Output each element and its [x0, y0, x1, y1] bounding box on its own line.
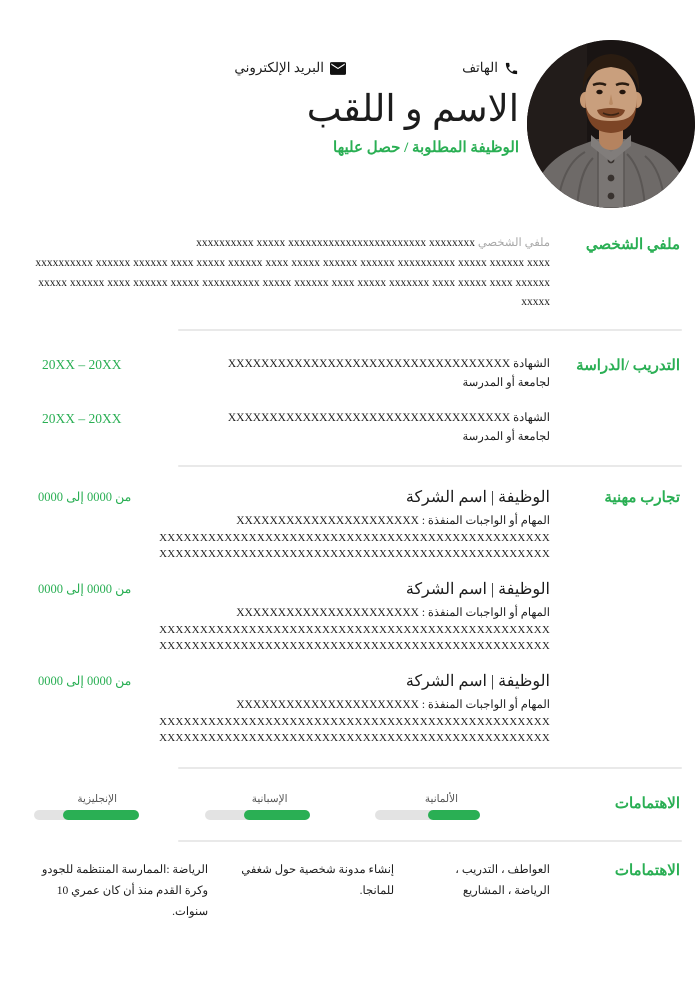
experience-entry-main: [159, 671, 550, 747]
profile-body: [20, 234, 550, 313]
email-label: البريد الإلكتروني: [234, 60, 325, 75]
education-dates: 20XX – 20XX: [42, 357, 122, 373]
tasks-placeholder: XXXXXXXXXXXXXXXXXXXXXX: [236, 606, 419, 619]
tasks-label: المهام أو الواجبات المنفذة :: [421, 514, 550, 527]
language-bar-track: [375, 810, 480, 820]
experience-detail: XXXXXXXXXXXXXXXXXXXXXXXXXXXXXXXXXXXXXXXXXXXXXXXX: [159, 715, 550, 728]
profile-placeholder-2: xxxxxxxxxx xxxxxx xxxxxx xxxx xxxxx xxxxxx xxxx xxxxx xxxxxx xxxxxx xxxxxxxxxx xxxxx xxxxxx xxxx xxxxx xxxxxx xxxx xxxxxx xxxxx xxxxxxxxxx xxxxx xxxxxx xxxx xxxxx xxxxxxx xxxx xxxxx xxxx xxxxxx xxxxx: [35, 256, 550, 309]
experience-detail: XXXXXXXXXXXXXXXXXXXXXXXXXXXXXXXXXXXXXXXXXXXXXXXX: [159, 548, 550, 561]
experience-tasks: [170, 512, 550, 530]
language-label: الإسبانية: [251, 793, 288, 805]
experience-tasks: [170, 696, 550, 714]
degree-placeholder: XXXXXXXXXXXXXXXXXXXXXXXXXXXXXXXXXX: [227, 358, 511, 371]
profile-inline-label: ملفي الشخصي: [477, 237, 550, 249]
experience-detail: XXXXXXXXXXXXXXXXXXXXXXXXXXXXXXXXXXXXXXXXXXXXXXXX: [159, 732, 550, 745]
tasks-placeholder: XXXXXXXXXXXXXXXXXXXXXX: [236, 514, 419, 527]
header: [0, 0, 700, 208]
phone-contact: [462, 60, 519, 76]
phone-icon: [504, 61, 519, 76]
education-heading: التدريب /الدراسة: [576, 358, 680, 375]
experience-title: الوظيفة | اسم الشركة: [405, 488, 550, 506]
experience-title: الوظيفة | اسم الشركة: [405, 580, 550, 598]
section-profile: [0, 234, 700, 313]
section-education: [0, 355, 700, 463]
email-icon: [330, 62, 346, 75]
experience-entry: [20, 487, 550, 563]
experience-tasks: [170, 604, 550, 622]
interests-grid: [20, 860, 550, 924]
education-entry-main: [170, 355, 550, 393]
language-item-german: [375, 793, 480, 820]
tasks-label: المهام أو الواجبات المنفذة :: [421, 606, 550, 619]
language-bar-fill: [428, 810, 481, 820]
contacts-row: [0, 60, 519, 76]
tasks-placeholder: XXXXXXXXXXXXXXXXXXXXXX: [236, 698, 419, 711]
degree-label: الشهادة: [513, 358, 550, 371]
school-line: لجامعة أو المدرسة: [462, 377, 550, 390]
experience-entry: [20, 579, 550, 655]
languages-heading: الاهتمامات: [614, 795, 680, 812]
language-bar-track: [34, 810, 139, 820]
job-title: الوظيفة المطلوبة / حصل عليها: [333, 140, 519, 157]
education-body: [20, 355, 550, 463]
education-entry: [20, 409, 550, 447]
section-divider: [178, 329, 682, 331]
profile-placeholder-1: xxxxxxxxxx xxxxx xxxxxxxxxxxxxxxxxxxxxxxx xxxxxxxx: [196, 237, 475, 249]
experience-heading: تجارب مهنية: [604, 489, 680, 506]
interests-body: [20, 860, 550, 924]
education-entry-main: [170, 409, 550, 447]
section-divider: [178, 465, 682, 467]
portrait-illustration: [527, 40, 695, 208]
education-entry: [20, 355, 550, 393]
experience-dates: من 0000 إلى 0000: [38, 489, 132, 504]
languages-row: [20, 793, 550, 820]
profile-line-1: [20, 234, 550, 254]
section-languages: [0, 793, 700, 820]
name-title: الاسم و اللقب: [306, 89, 519, 130]
experience-dates: من 0000 إلى 0000: [38, 581, 132, 596]
experience-detail: XXXXXXXXXXXXXXXXXXXXXXXXXXXXXXXXXXXXXXXXXXXXXXXX: [159, 623, 550, 636]
experience-detail: XXXXXXXXXXXXXXXXXXXXXXXXXXXXXXXXXXXXXXXXXXXXXXXX: [159, 640, 550, 653]
language-label: الألمانية: [424, 793, 458, 805]
experience-entry: [20, 671, 550, 747]
language-item-spanish: [205, 793, 310, 820]
education-dates: 20XX – 20XX: [42, 411, 122, 426]
section-divider: [178, 767, 682, 769]
section-interests: [0, 860, 700, 924]
experience-dates: من 0000 إلى 0000: [38, 673, 132, 688]
language-bar-fill: [244, 810, 309, 820]
experience-entry-main: [159, 487, 550, 563]
degree-line: [170, 355, 550, 374]
phone-label: الهاتف: [462, 60, 498, 75]
experience-detail: XXXXXXXXXXXXXXXXXXXXXXXXXXXXXXXXXXXXXXXXXXXXXXXX: [159, 531, 550, 544]
email-contact: [234, 60, 346, 76]
interests-heading: الاهتمامات: [614, 862, 680, 879]
language-bar-track: [205, 810, 310, 820]
profile-heading: ملفي الشخصي: [585, 237, 680, 253]
degree-line: [170, 409, 550, 428]
header-text: [0, 40, 527, 208]
language-label: الإنجليزية: [77, 793, 117, 805]
interest-item: إنشاء مدونة شخصية حول شغفي للمانجا.: [241, 863, 395, 898]
languages-body: [20, 793, 550, 820]
school-line: لجامعة أو المدرسة: [462, 430, 550, 443]
interest-item: العواطف ، التدريب ، الرياضة ، المشاريع: [455, 863, 550, 898]
tasks-label: المهام أو الواجبات المنفذة :: [421, 698, 550, 711]
experience-title: الوظيفة | اسم الشركة: [405, 672, 550, 690]
language-bar-fill: [63, 810, 139, 820]
profile-photo: [527, 40, 695, 208]
experience-body: [20, 487, 550, 763]
language-item-english: [34, 793, 139, 820]
section-divider: [178, 840, 682, 842]
interest-item: الرياضة :الممارسة المنتظمة للجودو وكرة القدم منذ أن كان عمري 10 سنوات.: [41, 863, 209, 919]
degree-placeholder: XXXXXXXXXXXXXXXXXXXXXXXXXXXXXXXXXX: [227, 412, 511, 424]
section-experience: [0, 487, 700, 763]
degree-label: الشهادة: [513, 412, 550, 424]
experience-entry-main: [159, 579, 550, 655]
